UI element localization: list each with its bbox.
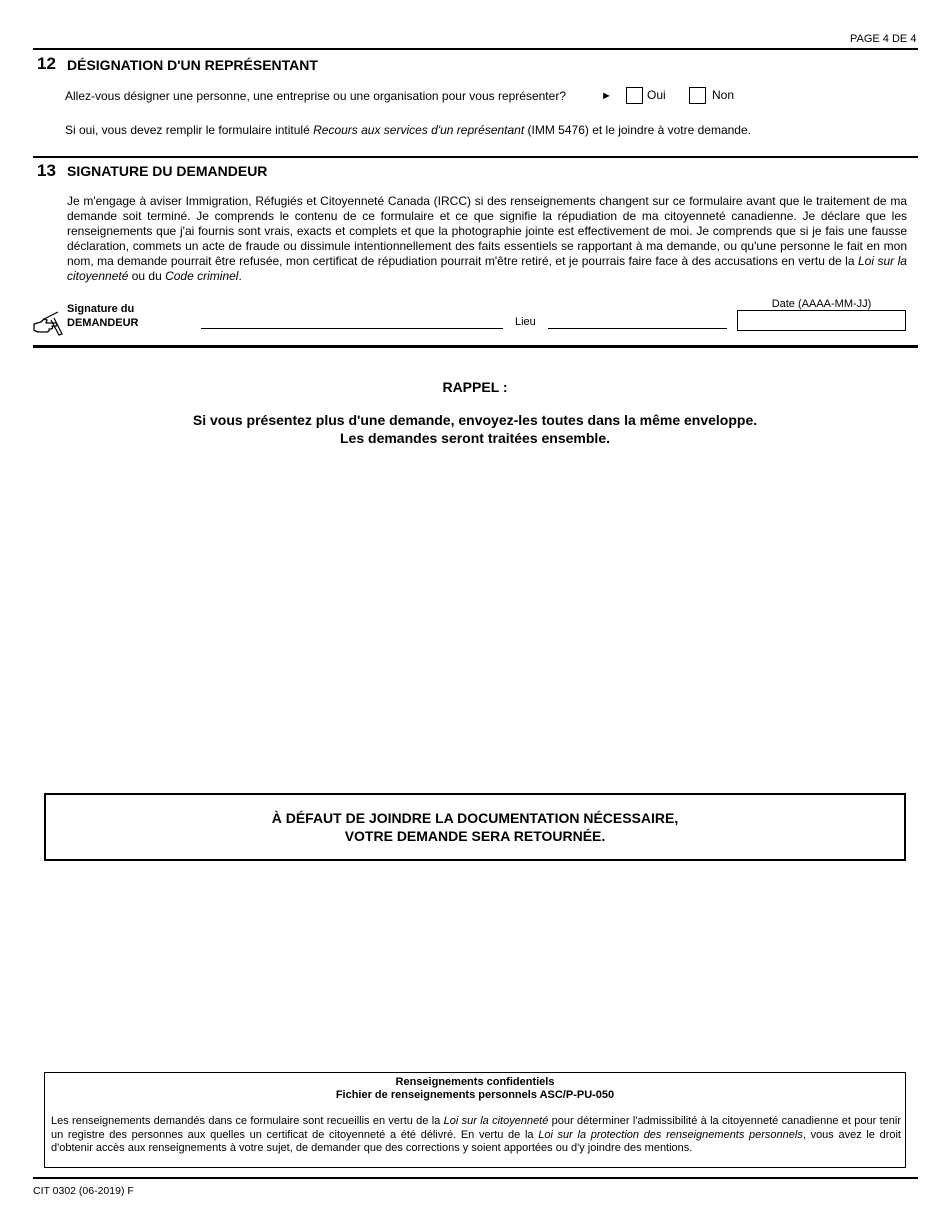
reminder-title: RAPPEL :: [442, 379, 508, 395]
note-suffix: (IMM 5476) et le joindre à votre demande.: [524, 123, 751, 137]
representative-question: Allez-vous désigner une personne, une entreprise ou une organisation pour vous représenter?: [65, 89, 566, 103]
reminder-line1: Si vous présentez plus d'une demande, envoyez-les toutes dans la même enveloppe.: [192, 412, 758, 428]
note-prefix: Si oui, vous devez remplir le formulaire intitulé: [65, 123, 314, 137]
form-code: CIT 0302 (06-2019) F: [33, 1185, 134, 1197]
privacy-text-1: Les renseignements demandés dans ce formulaire sont recueillis en vertu de la: [51, 1115, 444, 1127]
warning-line2: VOTRE DEMANDE SERA RETOURNÉE.: [344, 828, 606, 844]
privacy-paragraph: [51, 1115, 901, 1156]
date-input[interactable]: [737, 310, 906, 331]
representative-no-label: Non: [712, 88, 735, 102]
note-form-title: Recours aux services d'un représentant: [313, 123, 525, 137]
representative-no-checkbox[interactable]: [689, 87, 706, 104]
place-label: Lieu: [515, 316, 536, 328]
missing-documents-warning: [44, 793, 906, 861]
declaration-paragraph: [67, 194, 907, 284]
signature-line[interactable]: [201, 328, 503, 329]
section-12-title: DÉSIGNATION D'UN REPRÉSENTANT: [67, 57, 318, 73]
footer-rule: [33, 1177, 918, 1179]
privacy-text-2: pour déterminer l'admissibilité à la citoyenneté canadienne et pour tenir un registre des personnes aux quelles un certificat de citoyenneté a été délivré. En vertu de la: [51, 1115, 901, 1141]
signature-label-line2: DEMANDEUR: [67, 317, 139, 329]
privacy-notice: [44, 1072, 906, 1168]
place-line: [548, 328, 727, 329]
section-13-bottom-rule: [33, 345, 918, 348]
date-label: Date (AAAA-MM-JJ): [771, 298, 872, 310]
section-12-number: 12: [37, 54, 56, 73]
declaration-law-1: Loi sur la citoyenneté: [67, 254, 907, 283]
representative-yes-label: Oui: [647, 88, 666, 102]
representative-note: [65, 123, 751, 138]
signature-label-line1: Signature du: [67, 303, 135, 315]
page-number: PAGE 4 DE 4: [850, 33, 917, 45]
declaration-connector: ou du: [128, 269, 166, 283]
declaration-law-2: Code criminel: [165, 269, 239, 283]
place-field[interactable]: [548, 312, 727, 327]
warning-line1: À DÉFAUT DE JOINDRE LA DOCUMENTATION NÉCESSAIRE,: [271, 810, 679, 826]
privacy-law-2: Loi sur la protection des renseignements personnels: [538, 1128, 803, 1141]
declaration-text: Je m'engage à aviser Immigration, Réfugiés et Citoyenneté Canada (IRCC) si des renseignements changent sur ce formulaire avant que le traitement de ma demande soit terminé. Je comprends le contenu de ce formulaire et ce que signifie la répudiation de ma citoyenneté canadienne. Je déclare que les renseignements que j'ai fournis sont vrais, exacts et complets et que la photographie jointe est effectivement de moi. Je comprends que si je fais une fausse déclaration, commets un acte de fraude ou dissimule intentionnellement des faits essentiels se rapportant à ma demande, ou qu'une personne le fait en mon nom, ma demande pourrait être refusée, mon certificat de répudiation pourrait m'être retiré, et je pourrais faire face à des accusations en vertu de la: [67, 194, 907, 268]
privacy-text-3: , vous avez le droit d'obtenir accès aux renseignements à votre sujet, de demander que des corrections y soient apportées ou d'y joindre des mentions.: [51, 1128, 901, 1154]
section-12-top-rule: [33, 48, 918, 50]
reminder-line2: Les demandes seront traitées ensemble.: [340, 430, 610, 446]
representative-yes-checkbox[interactable]: [626, 87, 643, 104]
privacy-law-1: Loi sur la citoyenneté: [443, 1115, 549, 1127]
section-13-top-rule: [33, 156, 918, 158]
signature-field[interactable]: [201, 312, 503, 327]
privacy-title: Renseignements confidentiels: [395, 1076, 555, 1088]
declaration-period: .: [238, 269, 242, 283]
section-13-number: 13: [37, 161, 56, 180]
section-13-title: SIGNATURE DU DEMANDEUR: [67, 163, 268, 179]
privacy-file-number: Fichier de renseignements personnels ASC/P-PU-050: [335, 1089, 615, 1101]
arrow-icon: ►: [601, 90, 612, 102]
signing-hand-icon: [32, 310, 64, 336]
